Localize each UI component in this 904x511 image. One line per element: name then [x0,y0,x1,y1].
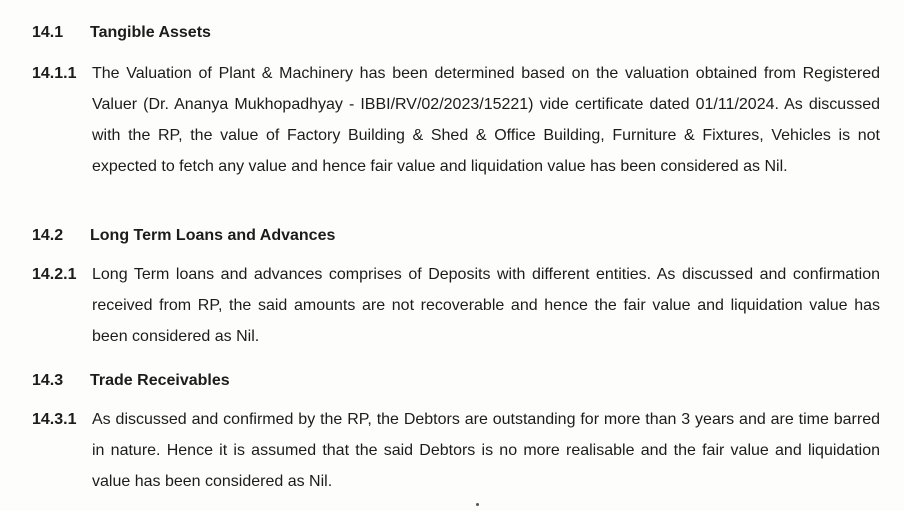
scan-speck [476,503,479,506]
section-number: 14.1 [32,24,64,41]
section-heading-14-1 [32,24,211,42]
section-heading-14-3 [32,372,230,390]
section-number: 14.2 [32,227,64,244]
section-title: Trade Receivables [90,372,230,389]
paragraph-number: 14.2.1 [32,266,77,283]
paragraph-text: As discussed and confirmed by the RP, the Debtors are outstanding for more than 3 years and are time barred in nature. Hence it is assumed that the said Debtors is no more realisable and the fair value and liquidation value has been considered as Nil. [92,411,880,490]
section-number: 14.3 [32,372,64,389]
section-title: Tangible Assets [90,24,211,41]
paragraph-text: The Valuation of Plant & Machinery has been determined based on the valuation obtained from Registered Valuer (Dr. Ananya Mukhopadhyay - IBBI/RV/02/2023/15221) vide certificate dated 01/11/2024. As discussed with the RP, the value of Factory Building & Shed & Office Building, Furniture & Fixtures, Vehicles is not expected to fetch any value and hence fair value and liquidation value has been considered as Nil. [92,65,880,175]
section-heading-14-2 [32,227,335,245]
section-title: Long Term Loans and Advances [90,227,336,244]
paragraph-text: Long Term loans and advances comprises of Deposits with different entities. As discussed and confirmation received from RP, the said amounts are not recoverable and hence the fair value and liquidation value has been considered as Nil. [92,266,880,345]
paragraph-number: 14.3.1 [32,411,77,428]
paragraph-number: 14.1.1 [32,65,77,82]
